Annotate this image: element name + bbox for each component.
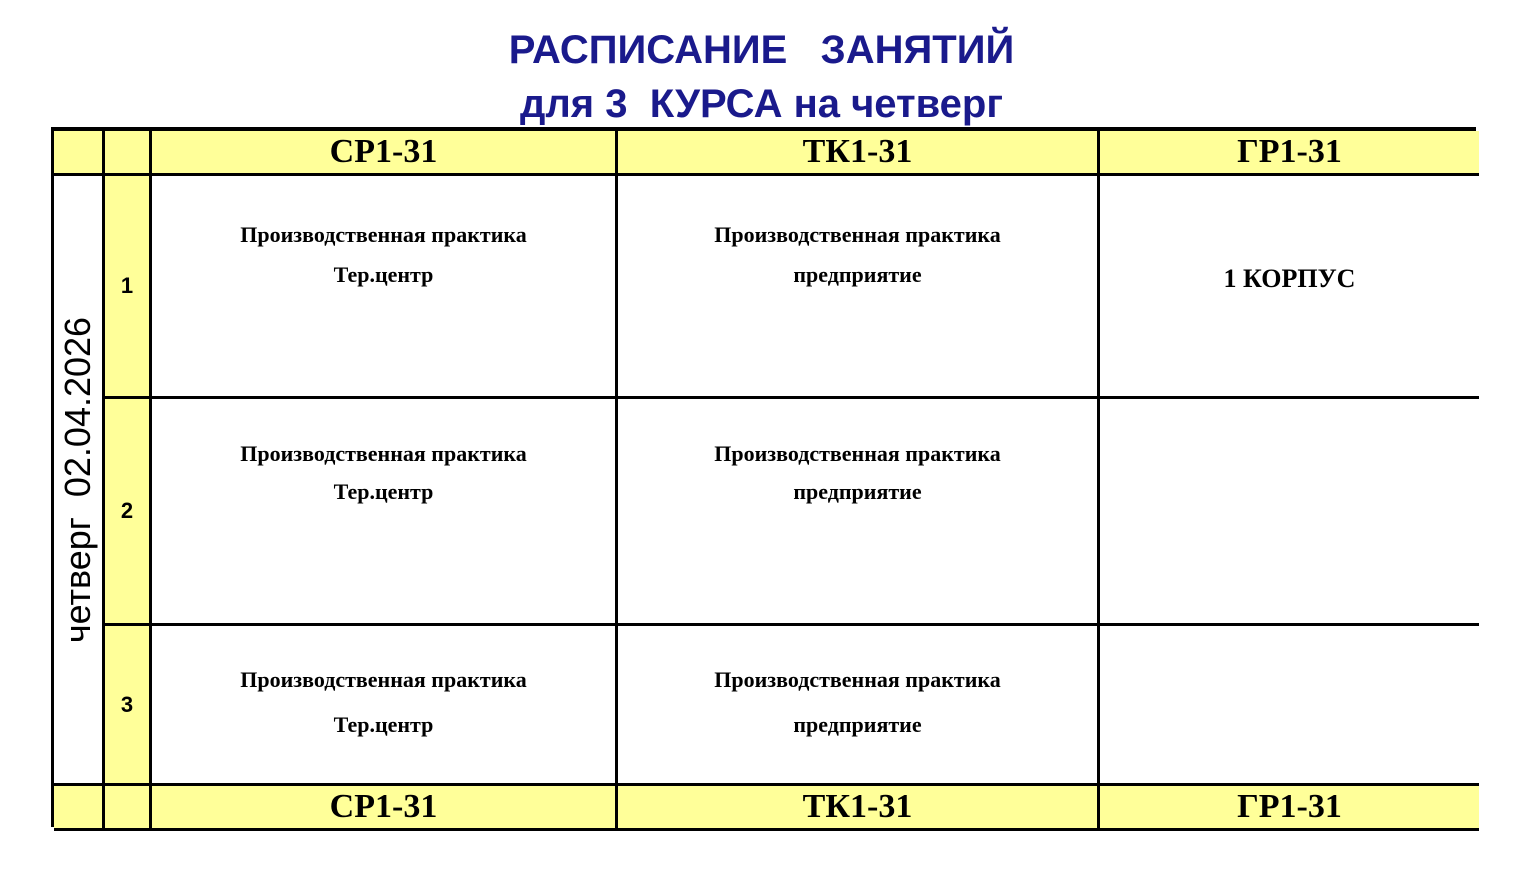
lesson-place: Тер.центр xyxy=(333,712,434,737)
lesson-cell xyxy=(1100,176,1479,399)
lesson-subject: Производственная практика xyxy=(240,222,527,247)
schedule-subtitle: для 3 КУРСА на четверг xyxy=(519,82,1004,126)
day-label: четверг 02.04.2026 xyxy=(57,316,98,643)
day-label-cell xyxy=(54,176,105,786)
lesson-subject: Производственная практика xyxy=(714,222,1001,247)
lesson-subject: Производственная практика xyxy=(714,667,1001,692)
lesson-subject: 1 КОРПУС xyxy=(1223,264,1356,293)
group-header-3: ГР1-31 xyxy=(1100,131,1479,176)
lesson-cell xyxy=(618,176,1100,399)
schedule-table xyxy=(51,127,1476,827)
schedule-title: РАСПИСАНИЕ ЗАНЯТИЙ xyxy=(508,28,1015,72)
lesson-place: предприятие xyxy=(793,479,922,504)
group-footer-1: СР1-31 xyxy=(152,786,618,831)
lesson-cell-empty xyxy=(1100,399,1479,626)
group-header-1: СР1-31 xyxy=(152,131,618,176)
lesson-place: предприятие xyxy=(793,712,922,737)
group-footer-2: ТК1-31 xyxy=(618,786,1100,831)
lesson-cell xyxy=(618,626,1100,786)
lesson-subject: Производственная практика xyxy=(240,667,527,692)
footer-corner-number xyxy=(105,786,152,831)
lesson-subject: Производственная практика xyxy=(240,441,527,466)
lesson-place: Тер.центр xyxy=(333,262,434,287)
lesson-cell xyxy=(152,626,618,786)
period-number: 2 xyxy=(105,399,152,626)
group-header-2: ТК1-31 xyxy=(618,131,1100,176)
period-number: 1 xyxy=(105,176,152,399)
period-number: 3 xyxy=(105,626,152,786)
lesson-cell-empty xyxy=(1100,626,1479,786)
lesson-subject: Производственная практика xyxy=(714,441,1001,466)
lesson-place: предприятие xyxy=(793,262,922,287)
header-corner-number xyxy=(105,131,152,176)
lesson-cell xyxy=(618,399,1100,626)
lesson-cell xyxy=(152,399,618,626)
lesson-cell xyxy=(152,176,618,399)
header-corner-day xyxy=(54,131,105,176)
lesson-place: Тер.центр xyxy=(333,479,434,504)
footer-corner-day xyxy=(54,786,105,831)
group-footer-3: ГР1-31 xyxy=(1100,786,1479,831)
